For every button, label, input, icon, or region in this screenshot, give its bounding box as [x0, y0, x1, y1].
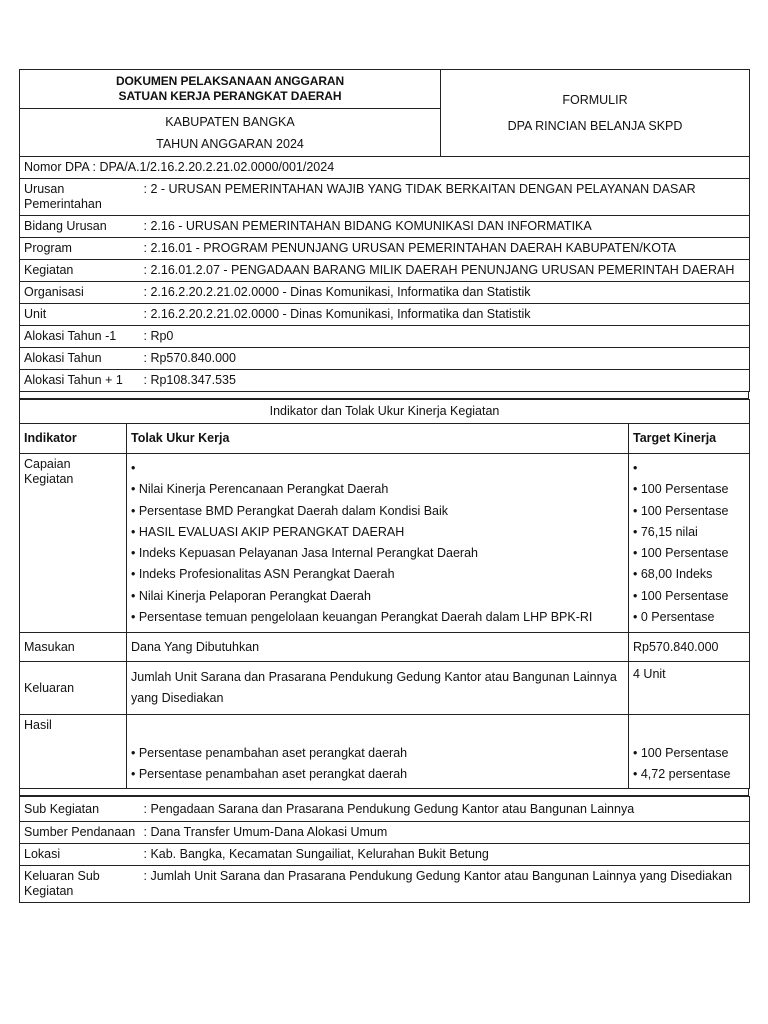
hasil-target-item: • 4,72 persentase	[633, 767, 731, 782]
sub-kegiatan-table	[19, 796, 750, 903]
hasil-target-item: • 100 Persentase	[633, 745, 729, 760]
kinerja-section-title: Indikator dan Tolak Ukur Kinerja Kegiatan	[20, 400, 750, 424]
info-label: Urusan Pemerintahan	[20, 179, 140, 216]
sub-value: : Jumlah Unit Sarana dan Prasarana Pendukung Gedung Kantor atau Bangunan Lainnya yang Disediakan	[140, 866, 750, 903]
masukan-target: Rp570.840.000	[629, 633, 750, 662]
keluaran-tolak: Jumlah Unit Sarana dan Prasarana Pendukung Gedung Kantor atau Bangunan Lainnya yang Disediakan	[127, 662, 629, 715]
header-table	[19, 69, 750, 157]
nomor-dpa: Nomor DPA : DPA/A.1/2.16.2.20.2.21.02.0000/001/2024	[20, 157, 750, 179]
info-label: Bidang Urusan	[20, 216, 140, 238]
capaian-target-item: • 100 Persentase	[633, 546, 729, 561]
capaian-target-item: • 0 Persentase	[633, 610, 715, 625]
keluaran-label: Keluaran	[20, 662, 127, 715]
sub-value: : Kab. Bangka, Kecamatan Sungailiat, Kelurahan Bukit Betung	[140, 844, 750, 866]
section-divider	[19, 392, 749, 399]
kabupaten-label: KABUPATEN BANGKA	[165, 114, 295, 129]
info-value: : 2.16.2.20.2.21.02.0000 - Dinas Komunikasi, Informatika dan Statistik	[140, 304, 750, 326]
capaian-target-item: •	[633, 461, 638, 475]
hasil-label: Hasil	[20, 715, 127, 789]
capaian-target-item: • 76,15 nilai	[633, 524, 698, 539]
info-table	[19, 157, 750, 392]
sub-label: Sumber Pendanaan	[20, 822, 140, 844]
capaian-tolak-item: • Nilai Kinerja Perencanaan Perangkat Daerah	[131, 482, 389, 497]
info-label: Kegiatan	[20, 260, 140, 282]
form-name: DPA RINCIAN BELANJA SKPD	[507, 119, 683, 133]
capaian-tolak-item: • Nilai Kinerja Pelaporan Perangkat Daerah	[131, 588, 371, 603]
capaian-tolak-item: •	[131, 461, 136, 475]
sub-value: : Pengadaan Sarana dan Prasarana Pendukung Gedung Kantor atau Bangunan Lainnya	[140, 797, 750, 822]
info-value: : Rp0	[140, 326, 750, 348]
tahun-label: TAHUN ANGGARAN 2024	[156, 136, 304, 151]
sub-value: : Dana Transfer Umum-Dana Alokasi Umum	[140, 822, 750, 844]
capaian-target-item: • 100 Persentase	[633, 588, 729, 603]
document-title	[20, 70, 441, 109]
capaian-target-item: • 100 Persentase	[633, 482, 729, 497]
capaian-tolak-item: • Persentase temuan pengelolaan keuangan Perangkat Daerah dalam LHP BPK-RI	[131, 610, 593, 625]
region-year	[20, 109, 441, 157]
doc-title-line-1: DOKUMEN PELAKSANAAN ANGGARAN	[115, 74, 345, 88]
capaian-tolak-item: • Indeks Kepuasan Pelayanan Jasa Internal Perangkat Daerah	[131, 546, 478, 561]
capaian-tolak-list	[127, 454, 629, 633]
col-tolak-ukur: Tolak Ukur Kerja	[127, 424, 629, 454]
capaian-tolak-item: • HASIL EVALUASI AKIP PERANGKAT DAERAH	[131, 524, 405, 539]
info-value: : 2.16.2.20.2.21.02.0000 - Dinas Komunikasi, Informatika dan Statistik	[140, 282, 750, 304]
capaian-target-list	[629, 454, 750, 633]
sub-label: Sub Kegiatan	[20, 797, 140, 822]
info-label: Alokasi Tahun + 1	[20, 370, 140, 392]
info-value: : 2 - URUSAN PEMERINTAHAN WAJIB YANG TIDAK BERKAITAN DENGAN PELAYANAN DASAR	[140, 179, 750, 216]
hasil-target-list	[629, 715, 750, 789]
form-identity	[441, 70, 750, 157]
col-indikator: Indikator	[20, 424, 127, 454]
sub-label: Lokasi	[20, 844, 140, 866]
info-label: Alokasi Tahun -1	[20, 326, 140, 348]
kinerja-table	[19, 399, 750, 789]
info-value: : Rp570.840.000	[140, 348, 750, 370]
info-value: : 2.16 - URUSAN PEMERINTAHAN BIDANG KOMUNIKASI DAN INFORMATIKA	[140, 216, 750, 238]
info-label: Program	[20, 238, 140, 260]
doc-title-line-2: SATUAN KERJA PERANGKAT DAERAH	[118, 89, 342, 103]
info-label: Organisasi	[20, 282, 140, 304]
info-value: : 2.16.01.2.07 - PENGADAAN BARANG MILIK DAERAH PENUNJANG URUSAN PEMERINTAH DAERAH	[140, 260, 750, 282]
formulir-label: FORMULIR	[562, 93, 628, 107]
masukan-tolak: Dana Yang Dibutuhkan	[127, 633, 629, 662]
hasil-tolak-item: • Persentase penambahan aset perangkat daerah	[131, 745, 408, 760]
hasil-tolak-list	[127, 715, 629, 789]
info-value: : 2.16.01 - PROGRAM PENUNJANG URUSAN PEMERINTAHAN DAERAH KABUPATEN/KOTA	[140, 238, 750, 260]
capaian-label: Capaian Kegiatan	[20, 454, 127, 633]
keluaran-target: 4 Unit	[629, 662, 750, 715]
sub-label: Keluaran Sub Kegiatan	[20, 866, 140, 903]
masukan-label: Masukan	[20, 633, 127, 662]
info-value: : Rp108.347.535	[140, 370, 750, 392]
dpa-document	[19, 69, 749, 903]
info-label: Alokasi Tahun	[20, 348, 140, 370]
capaian-target-item: • 100 Persentase	[633, 503, 729, 518]
hasil-tolak-item: • Persentase penambahan aset perangkat daerah	[131, 767, 408, 782]
capaian-tolak-item: • Persentase BMD Perangkat Daerah dalam Kondisi Baik	[131, 503, 449, 518]
info-label: Unit	[20, 304, 140, 326]
col-target: Target Kinerja	[629, 424, 750, 454]
capaian-tolak-item: • Indeks Profesionalitas ASN Perangkat Daerah	[131, 567, 395, 582]
section-divider	[19, 789, 749, 796]
capaian-target-item: • 68,00 Indeks	[633, 567, 713, 582]
